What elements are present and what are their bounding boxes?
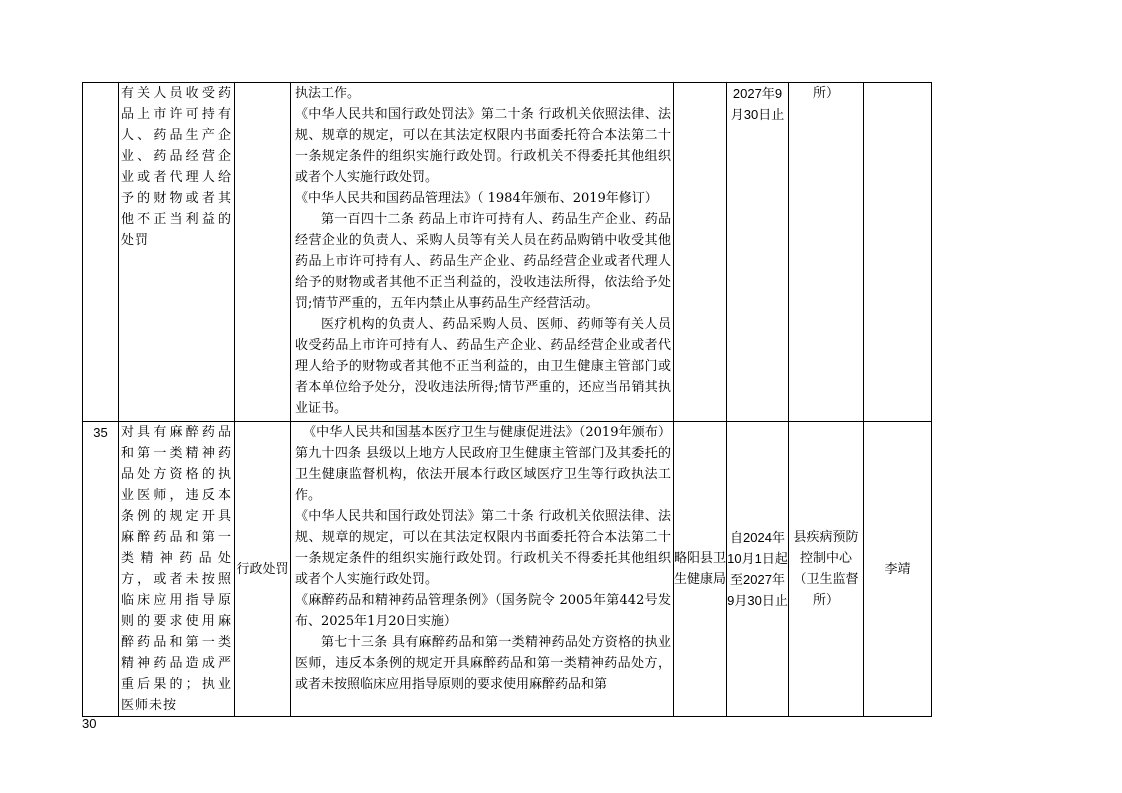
row-person: 李靖 bbox=[864, 422, 932, 717]
row-item: 对具有麻醉药品和第一类精神药品处方资格的执业医师，违反本条例的规定开具麻醉药品和第一类精神药品处方，或者未按照临床应用指导原则的要求使用麻醉药品和第一类精神药品造成严重后果的；执业医师未按 bbox=[119, 422, 235, 717]
row-person bbox=[864, 83, 932, 422]
row-org: 略阳县卫生健康局 bbox=[674, 422, 727, 717]
row-type: 行政处罚 bbox=[235, 422, 291, 717]
basis-paragraph: 第七十三条 具有麻醉药品和第一类精神药品处方资格的执业医师，违反本条例的规定开具麻醉药品和第一类精神药品处方，或者未按照临床应用指导原则的要求使用麻醉药品和第 bbox=[295, 635, 671, 692]
row-unit: 县疾病预防控制中心（卫生监督所） bbox=[789, 422, 864, 717]
row-number bbox=[83, 83, 119, 422]
page-number: 30 bbox=[82, 716, 97, 731]
enforcement-table bbox=[82, 82, 932, 717]
table-row bbox=[83, 83, 932, 422]
row-date: 自2024年10月1日起至2027年9月30日止 bbox=[727, 422, 789, 717]
row-item: 有关人员收受药品上市许可持有人、药品生产企业、药品经营企业或者代理人给予的财物或者其他不正当利益的处罚 bbox=[119, 83, 235, 422]
basis-paragraph: 执法工作。 bbox=[295, 86, 361, 101]
row-type bbox=[235, 83, 291, 422]
basis-paragraph: 《麻醉药品和精神药品管理条例》（国务院令 2005年第442号发布、2025年1月20日实施） bbox=[295, 593, 671, 629]
basis-paragraph: 《中华人民共和国行政处罚法》第二十条 行政机关依照法律、法规、规章的规定，可以在其法定权限内书面委托符合本法第二十一条规定条件的组织实施行政处罚。行政机关不得委托其他组织或者个人实施行政处罚。 bbox=[295, 107, 671, 185]
row-date: 2027年9月30日止 bbox=[727, 83, 789, 422]
row-number: 35 bbox=[83, 422, 119, 717]
row-unit: 所） bbox=[789, 83, 864, 422]
basis-paragraph: 医疗机构的负责人、药品采购人员、医师、药师等有关人员收受药品上市许可持有人、药品生产企业、药品经营企业或者代理人给予的财物或者其他不正当利益的，由卫生健康主管部门或者本单位给予处分，没收违法所得;情节严重的，还应当吊销其执业证书。 bbox=[295, 317, 671, 416]
table-row bbox=[83, 422, 932, 717]
row-org bbox=[674, 83, 727, 422]
row-basis bbox=[291, 83, 674, 422]
basis-paragraph: 《中华人民共和国行政处罚法》第二十条 行政机关依照法律、法规、规章的规定，可以在其法定权限内书面委托符合本法第二十一条规定条件的组织实施行政处罚。行政机关不得委托其他组织或者个人实施行政处罚。 bbox=[295, 509, 671, 587]
basis-paragraph: 第一百四十二条 药品上市许可持有人、药品生产企业、药品经营企业的负责人、采购人员等有关人员在药品购销中收受其他药品上市许可持有人、药品生产企业、药品经营企业或者代理人给予的财物或者其他不正当利益的，没收违法所得，依法给予处罚;情节严重的，五年内禁止从事药品生产经营活动。 bbox=[295, 212, 671, 311]
basis-paragraph: 《中华人民共和国药品管理法》（ 1984年颁布、2019年修订） bbox=[295, 191, 658, 206]
basis-paragraph: 《中华人民共和国基本医疗卫生与健康促进法》（2019年颁布）第九十四条 县级以上地方人民政府卫生健康主管部门及其委托的卫生健康监督机构，依法开展本行政区域医疗卫生等行政执法工作。 bbox=[295, 425, 671, 503]
row-basis bbox=[291, 422, 674, 717]
